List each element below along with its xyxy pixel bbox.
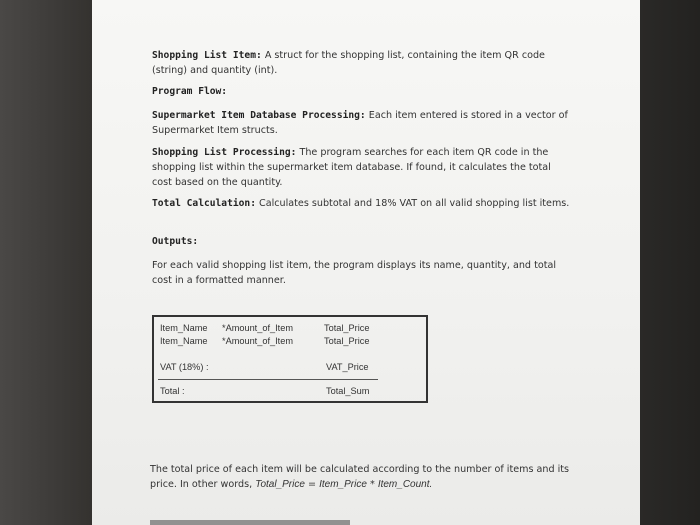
outputs-paragraph: For each valid shopping list item, the program displays its name, quantity, and total cost in a formatted manner. bbox=[152, 260, 557, 286]
table-row1-price: Total_Price bbox=[324, 323, 370, 333]
cut-off-heading bbox=[150, 520, 350, 525]
table-vat-value: VAT_Price bbox=[326, 362, 369, 372]
shopping-list-item-label: Shopping List Item: bbox=[152, 50, 262, 61]
database-processing-label: Supermarket Item Database Processing: bbox=[152, 110, 366, 121]
table-row2-name: Item_Name bbox=[160, 336, 208, 346]
total-calculation-text: Calculates subtotal and 18% VAT on all valid shopping list items. bbox=[259, 198, 570, 209]
monitor-bezel-left bbox=[0, 0, 92, 525]
document-page bbox=[92, 0, 640, 525]
monitor-bezel-right bbox=[640, 0, 700, 525]
table-row2-amount: *Amount_of_Item bbox=[222, 336, 293, 346]
table-vat-label: VAT (18%) : bbox=[160, 362, 209, 372]
formula-item-price: Item_Price bbox=[319, 479, 367, 490]
table-divider bbox=[158, 379, 378, 380]
table-row1-name: Item_Name bbox=[160, 323, 208, 333]
table-row2-price: Total_Price bbox=[324, 336, 370, 346]
shopping-list-processing-text: The program searches for each item QR code in the shopping list within the supermarket item database. If found, it calculates the total cost based on the quantity. bbox=[152, 147, 551, 188]
total-calculation-paragraph bbox=[152, 196, 572, 211]
total-price-explanation bbox=[150, 462, 590, 492]
database-processing-paragraph bbox=[152, 108, 572, 138]
table-total-label: Total : bbox=[160, 386, 185, 396]
total-calculation-label: Total Calculation: bbox=[152, 198, 256, 209]
formula-multiply: * bbox=[369, 479, 375, 490]
formula-total-price: Total_Price bbox=[255, 479, 305, 490]
shopping-list-item-text: A struct for the shopping list, containing the item QR code (string) and quantity (int). bbox=[152, 50, 545, 76]
shopping-list-item-paragraph bbox=[152, 48, 572, 78]
total-price-explanation-text: The total price of each item will be calculated according to the number of items and its price. In other words, bbox=[150, 464, 570, 490]
program-flow-heading: Program Flow: bbox=[152, 86, 228, 97]
formula-equals: = bbox=[307, 479, 317, 490]
outputs-heading: Outputs: bbox=[152, 236, 199, 247]
database-processing-text: Each item entered is stored in a vector of Supermarket Item structs. bbox=[152, 110, 568, 136]
table-total-value: Total_Sum bbox=[326, 386, 370, 396]
table-row1-amount: *Amount_of_Item bbox=[222, 323, 293, 333]
shopping-list-processing-paragraph bbox=[152, 145, 572, 190]
output-format-table bbox=[152, 315, 428, 403]
formula-item-count: Item_Count. bbox=[377, 479, 433, 490]
shopping-list-processing-label: Shopping List Processing: bbox=[152, 147, 297, 158]
